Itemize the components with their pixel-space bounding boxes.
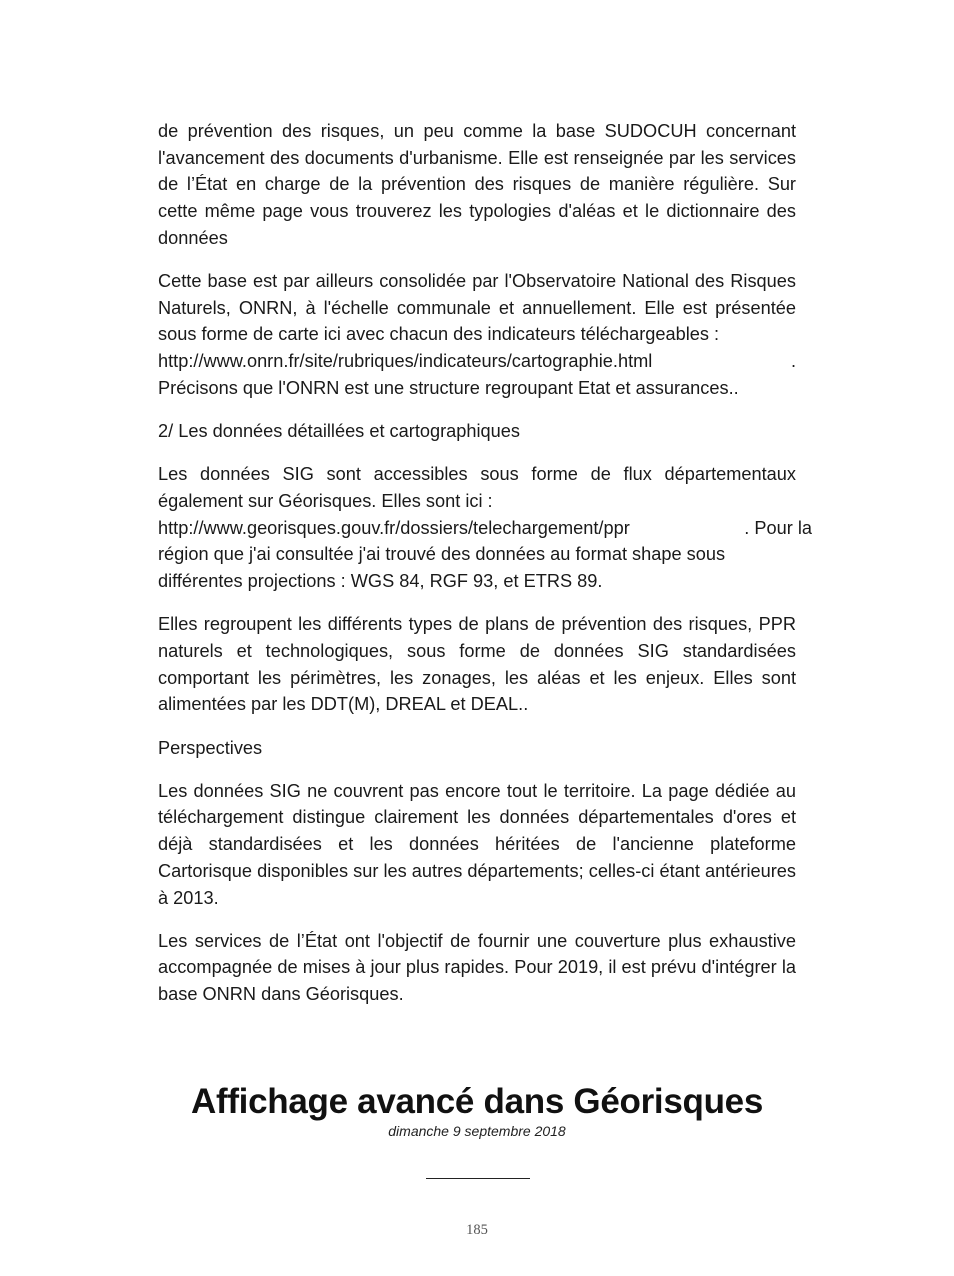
paragraph-onrn-text: Cette base est par ailleurs consolidée par l'Observatoire National des Risques Naturels, ONRN, à l'échelle communale et annuellement. Elle est présentée sous forme de carte ici avec chacun des indicateurs téléchargeables : (158, 271, 796, 345)
paragraph-ppr: Elles regroupent les différents types de plans de prévention des risques, PPR naturels et technologiques, sous forme de données SIG standardisées comportant les périmètres, les zonages, les aléas et les enjeux. Elles sont alimentées par les DDT(M), DREAL et DEAL.. (158, 614, 796, 715)
paragraph-risk-base: de prévention des risques, un peu comme la base SUDOCUH concernant l'avancement des documents d'urbanisme. Elle est renseignée par les services de l’État en charge de la prévention des risques de manière régulière. Sur cette même page vous trouverez les typologies d'aléas et le dictionnaire des données (158, 121, 796, 248)
onrn-link[interactable]: http://www.onrn.fr/site/rubriques/indicateurs/cartographie.html (158, 351, 653, 372)
paragraph-sig-text: Les données SIG sont accessibles sous forme de flux départementaux également sur Géorisques. Elles sont ici : (158, 464, 796, 511)
paragraph-sig-data (158, 461, 812, 595)
article-body (158, 118, 812, 1024)
section-title: Affichage avancé dans Géorisques (190, 1082, 763, 1121)
georisques-url-line (158, 515, 812, 542)
paragraph-coverage: Les données SIG ne couvrent pas encore tout le territoire. La page dédiée au téléchargement distingue clairement les données départementales d'ores et déjà standardisées et les données héritées de l'ancienne plateforme Cartorisque disponibles sur les autres départements; celles-ci étant antérieures à 2013. (158, 780, 796, 908)
section-divider (426, 1178, 530, 1179)
onrn-link-dot: . (790, 351, 796, 372)
onrn-url-line (158, 348, 796, 375)
georisques-link-after: . Pour la (744, 517, 812, 538)
paragraph-onrn (158, 268, 796, 402)
page-number: 185 (466, 1222, 488, 1238)
paragraph-objective: Les services de l’État ont l'objectif de fournir une couverture plus exhaustive accompagnée de mises à jour plus rapides. Pour 2019, il est prévu d'intégrer la base ONRN dans Géorisques. (158, 930, 796, 1005)
georisques-link[interactable]: http://www.georisques.gouv.fr/dossiers/telechargement/ppr (158, 517, 630, 538)
section-date: dimanche 9 septembre 2018 (388, 1123, 566, 1139)
heading-detailed-data: 2/ Les données détaillées et cartographiques (158, 421, 520, 442)
paragraph-sig-after: région que j'ai consultée j'ai trouvé des données au format shape sous différentes projections : WGS 84, RGF 93, et ETRS 89. (158, 544, 726, 592)
paragraph-onrn-after: Précisons que l'ONRN est une structure regroupant Etat et assurances.. (158, 377, 739, 398)
heading-perspectives: Perspectives (158, 737, 263, 758)
